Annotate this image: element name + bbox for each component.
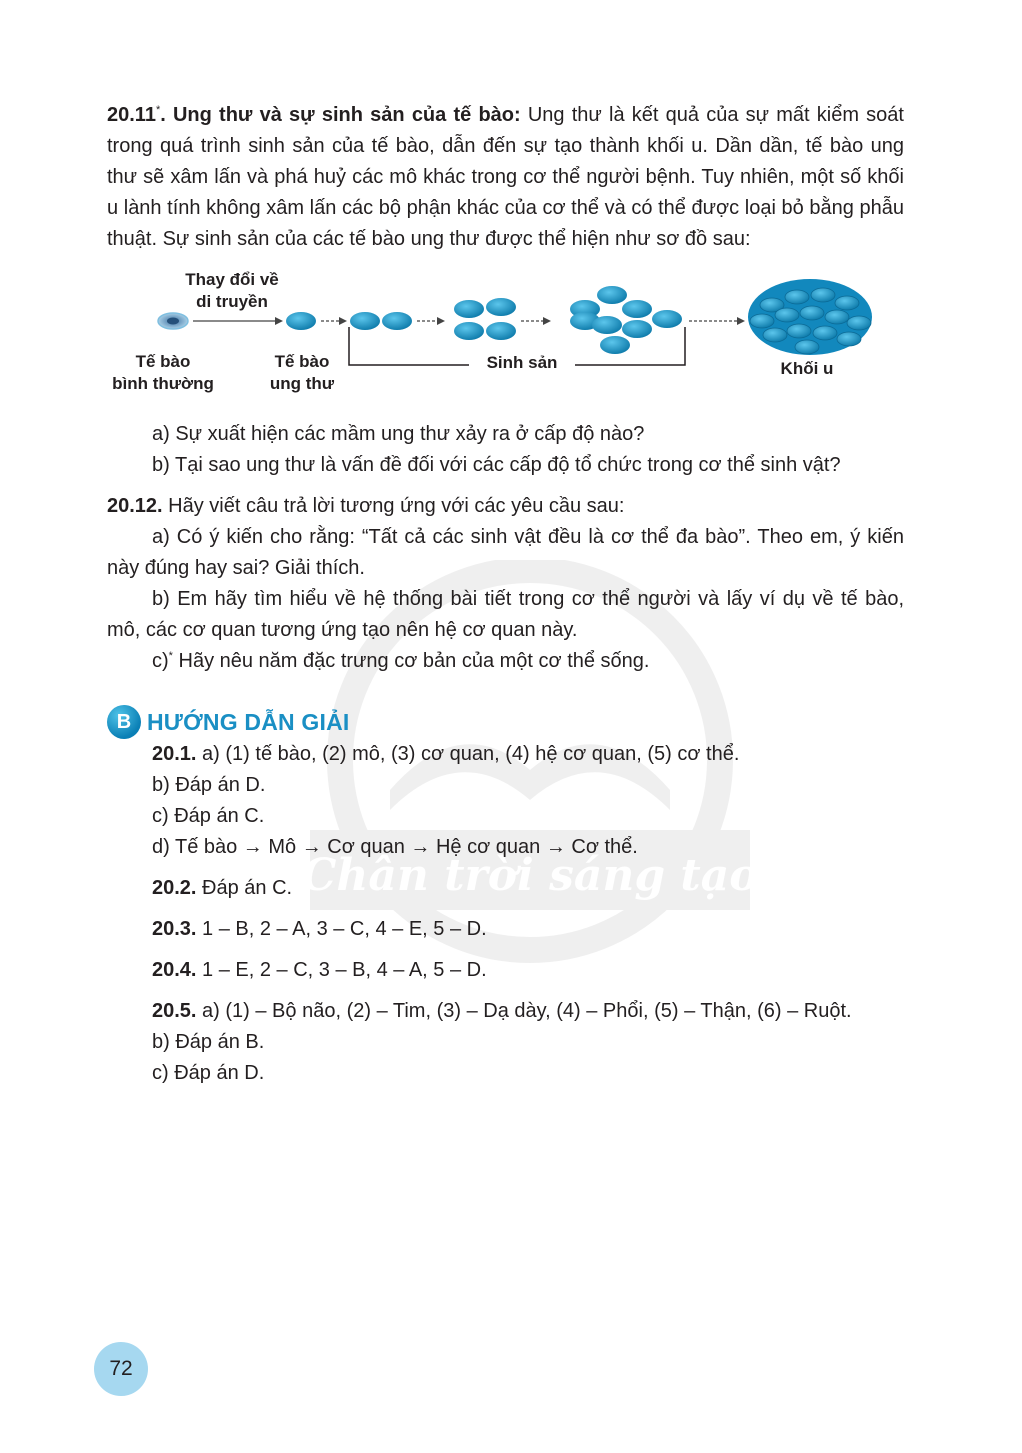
label-cancer-cell-1: Tế bào (274, 352, 330, 371)
label-normal-cell (97, 351, 229, 395)
question-20-11 (107, 100, 904, 255)
label-genetic-change-1: Thay đổi về (185, 270, 279, 289)
label-cancer-cell-2: ung thư (269, 374, 335, 393)
a5-number: 20.5. (152, 1000, 197, 1022)
q11-body: Ung thư là kết quả của sự mất kiểm soát trong quá trình sinh sản của tế bào, dẫn đến sự tạo thành khối u. Dần dần, tế bào ung thư sẽ xâm lấn và phá huỷ các mô khác trong cơ thể người bệnh. Tuy nhiên, một số khối u lành tính không xâm lấn các bộ phận khác của cơ thể và có thể được loại bỏ bằng phẫu thuật. Sự sinh sản của các tế bào ung thư được thể hiện như sơ đồ sau: (107, 104, 904, 250)
q11-star: * (155, 104, 161, 116)
tumor-mass (748, 279, 872, 355)
a1-number: 20.1. (152, 743, 197, 765)
answer-20-4 (107, 955, 904, 986)
q11-number: 20.11 (107, 104, 156, 126)
q11-part-a: a) Sự xuất hiện các mầm ung thư xảy ra ở cấp độ nào? (152, 423, 645, 445)
q12-part-b (107, 584, 904, 646)
q12-c-text: Hãy nêu năm đặc trưng cơ bản của một cơ thể sống. (172, 650, 650, 672)
answer-20-5-a (107, 996, 904, 1027)
q12-part-c (107, 646, 904, 677)
label-genetic-change (167, 269, 297, 313)
section-badge: B (107, 705, 141, 739)
answer-20-5-b: b) Đáp án B. (152, 1031, 265, 1053)
q12-part-a (107, 522, 904, 584)
a2-number: 20.2. (152, 877, 197, 899)
cancer-diagram (107, 267, 904, 417)
a4-text: 1 – E, 2 – C, 3 – B, 4 – A, 5 – D. (196, 959, 487, 981)
label-normal-cell-1: Tế bào (135, 352, 191, 371)
q11-part-b: b) Tại sao ung thư là vấn đề đối với các cấp độ tổ chức trong cơ thể sinh vật? (152, 454, 841, 476)
label-cancer-cell (257, 351, 347, 395)
watermark-text: Chân trời sáng tạo (301, 850, 759, 901)
section-title: HƯỚNG DẪN GIẢI (147, 708, 350, 735)
question-20-12 (107, 491, 904, 522)
a1-a-text: a) (1) tế bào, (2) mô, (3) cơ quan, (4) hệ cơ quan, (5) cơ thể. (196, 743, 740, 765)
label-tumor: Khối u (780, 359, 834, 378)
a2-text: Đáp án C. (196, 877, 293, 899)
answer-20-5-c: c) Đáp án D. (152, 1062, 265, 1084)
a5-a-text: a) (1) – Bộ não, (2) – Tim, (3) – Dạ dày, (4) – Phổi, (5) – Thận, (6) – Ruột. (196, 1000, 852, 1022)
a3-text: 1 – B, 2 – A, 3 – C, 4 – E, 5 – D. (196, 918, 487, 940)
q12-intro: Hãy viết câu trả lời tương ứng với các yêu cầu sau: (162, 495, 625, 517)
label-normal-cell-2: bình thường (112, 374, 214, 393)
cancer-cell (286, 312, 316, 330)
answer-20-1-b: b) Đáp án D. (152, 774, 266, 796)
label-genetic-change-2: di truyền (196, 292, 268, 311)
a4-number: 20.4. (152, 959, 197, 981)
answer-20-2 (107, 873, 904, 904)
q11-title: . Ung thư và sự sinh sản của tế bào: (160, 104, 521, 126)
answer-20-3 (107, 914, 904, 945)
answer-20-1-d: d) Tế bào → Mô → Cơ quan → Hệ cơ quan → Cơ thể. (152, 836, 638, 858)
label-reproduction: Sinh sản (486, 353, 558, 372)
q12-number: 20.12. (107, 495, 163, 517)
page-content (107, 100, 904, 1089)
q12-c-star: * (168, 650, 173, 662)
q12-part-a-text: a) Có ý kiến cho rằng: “Tất cả các sinh vật đều là cơ thể đa bào”. Theo em, ý kiến này đúng hay sai? Giải thích. (107, 526, 904, 579)
section-header (107, 705, 904, 739)
page-number: 72 (94, 1342, 148, 1396)
q12-c-prefix: c) (152, 650, 169, 672)
a3-number: 20.3. (152, 918, 197, 940)
answer-20-1-a (107, 739, 904, 770)
q12-part-b-text: b) Em hãy tìm hiểu về hệ thống bài tiết trong cơ thể người và lấy ví dụ về tế bào, mô, các cơ quan tương ứng tạo nên hệ cơ quan này. (107, 588, 904, 641)
answer-20-1-c: c) Đáp án C. (152, 805, 265, 827)
